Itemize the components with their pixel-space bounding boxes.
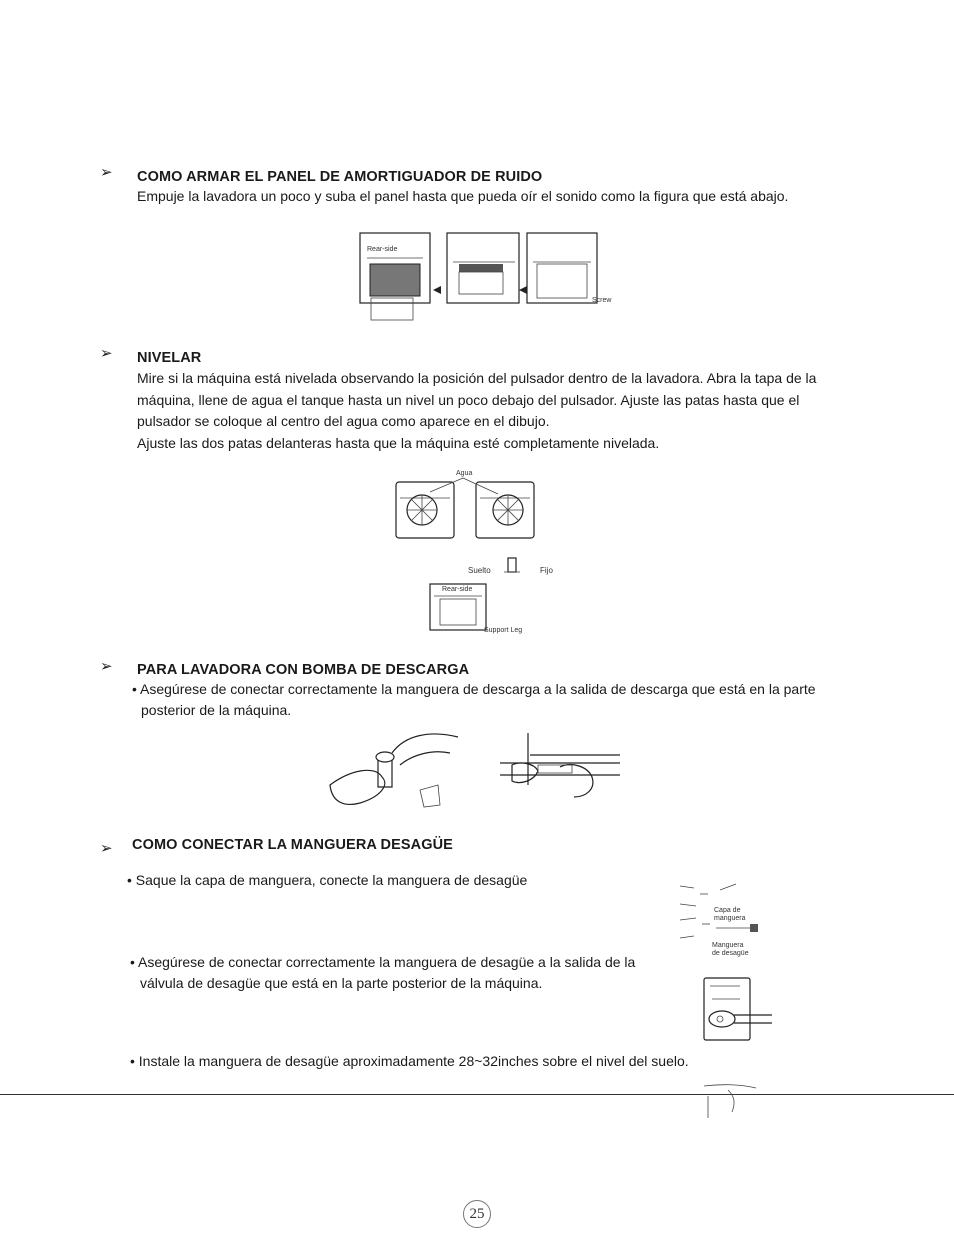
- drain-hose-bullet-2-continued: válvula de desagüe que está en la parte posterior de la máquina.: [140, 975, 543, 991]
- rear-side-label: Rear-side: [367, 246, 398, 253]
- water-label: Agua: [456, 470, 473, 477]
- hose-cap-label-line: Capa de: [714, 907, 741, 914]
- noise-panel-heading: COMO ARMAR EL PANEL DE AMORTIGUADOR DE RUIDO: [137, 169, 543, 185]
- rear-side-label: Rear-side: [442, 586, 473, 593]
- noise-panel-illustration: [355, 228, 625, 323]
- section-arrow-icon: ➢: [100, 840, 113, 857]
- section-arrow-icon: ➢: [100, 164, 113, 181]
- leveling-line: Mire si la máquina está nivelada observando la posición del pulsador dentro de la lavadora. Abra la tapa de la: [137, 370, 817, 386]
- drain-hose-bullet-1: • Saque la capa de manguera, conecte la manguera de desagüe: [127, 872, 528, 888]
- section-arrow-icon: ➢: [100, 345, 113, 362]
- pump-figure: [320, 725, 625, 820]
- drain-hose-bullet-2: • Asegúrese de conectar correctamente la manguera de desagüe a la salida de la: [130, 954, 636, 970]
- drain-hose-label-line: Manguera: [712, 942, 744, 949]
- hose-height-illustration: [700, 1082, 760, 1122]
- leveling-illustration: [390, 468, 560, 643]
- drain-hose-label-line: de desagüe: [712, 950, 749, 957]
- drain-hose-bullet-3: • Instale la manguera de desagüe aproximadamente 28~32inches sobre el nivel del suelo.: [130, 1053, 689, 1069]
- pump-illustration: [320, 725, 625, 820]
- pump-heading: PARA LAVADORA CON BOMBA DE DESCARGA: [137, 662, 470, 678]
- fixed-label: Fijo: [540, 566, 553, 575]
- leveling-line: pulsador se coloque al centro del agua como aparece en el dibujo.: [137, 413, 550, 429]
- noise-panel-text: Empuje la lavadora un poco y suba el panel hasta que pueda oír el sonido como la figura que está abajo.: [137, 188, 789, 204]
- leveling-text: [137, 368, 897, 454]
- page-number: 25: [463, 1200, 491, 1228]
- noise-panel-figure: [355, 228, 625, 323]
- hose-cap-label: [714, 907, 746, 923]
- hose-cap-label-line: manguera: [714, 915, 746, 922]
- bottom-rule: [0, 1094, 954, 1095]
- leveling-line: Ajuste las dos patas delanteras hasta que la máquina esté completamente nivelada.: [137, 434, 660, 451]
- drain-hose-heading: COMO CONECTAR LA MANGUERA DESAGÜE: [132, 837, 453, 853]
- hose-height-figure: [700, 1082, 760, 1122]
- support-leg-label: Support Leg: [484, 627, 523, 634]
- section-arrow-icon: ➢: [100, 658, 113, 675]
- pump-bullet-continued: posterior de la máquina.: [141, 702, 292, 718]
- leveling-figure: [390, 468, 560, 643]
- leveling-line: máquina, llene de agua el tanque hasta un nivel un poco debajo del pulsador. Ajuste las patas hasta que el: [137, 391, 800, 408]
- drain-hose-label: [712, 942, 749, 958]
- drain-hose-illustration: [676, 882, 786, 1042]
- screw-label: Screw: [592, 297, 612, 304]
- pump-bullet: • Asegúrese de conectar correctamente la manguera de descarga a la salida de descarga que está en la parte: [132, 681, 816, 697]
- drain-hose-figure: [676, 882, 786, 1042]
- loose-label: Suelto: [468, 566, 491, 575]
- leveling-heading: NIVELAR: [137, 350, 202, 366]
